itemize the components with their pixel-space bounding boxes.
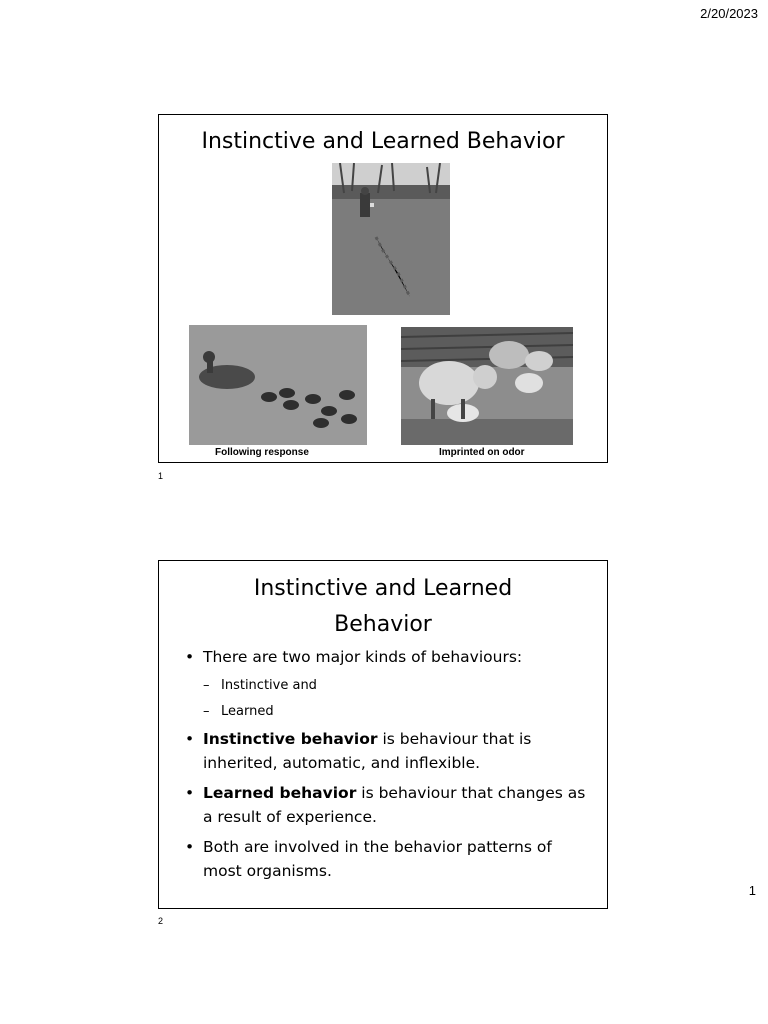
slide-2-title bbox=[159, 571, 607, 643]
page-number: 1 bbox=[748, 883, 756, 898]
print-date: 2/20/2023 bbox=[700, 6, 758, 21]
bullet-dot: • bbox=[185, 648, 195, 666]
bullet-item bbox=[181, 781, 589, 829]
bullet-text: Both are involved in the behavior patterns of most organisms. bbox=[203, 838, 552, 880]
sub-bullet-dash: – bbox=[203, 678, 210, 693]
bullet-item bbox=[181, 835, 589, 883]
photo-duck-and-ducklings bbox=[189, 325, 367, 445]
slide-1-number: 1 bbox=[158, 471, 164, 481]
bullet-text: is behaviour that is inherited, automatic, and inflexible. bbox=[203, 730, 532, 772]
bullet-dot: • bbox=[185, 730, 195, 748]
caption-imprinted-on-odor: Imprinted on odor bbox=[439, 447, 525, 458]
slide-2 bbox=[158, 560, 608, 909]
bullet-item bbox=[181, 727, 589, 775]
slide-2-title-line-2: Behavior bbox=[334, 612, 432, 637]
bullet-dot: • bbox=[185, 784, 195, 802]
sub-bullet-dash: – bbox=[203, 704, 210, 719]
photo-person-in-field bbox=[332, 163, 450, 315]
bullet-text: There are two major kinds of behaviours: bbox=[203, 648, 523, 666]
slide-1 bbox=[158, 114, 608, 463]
photo-sheep-and-lambs bbox=[401, 327, 573, 445]
bullet-term: Instinctive behavior bbox=[203, 730, 378, 748]
bullet-term: Learned behavior bbox=[203, 784, 357, 802]
sub-bullet-text: Instinctive and bbox=[221, 678, 317, 693]
slide-2-title-line-1: Instinctive and Learned bbox=[253, 576, 513, 601]
sub-bullet-item bbox=[181, 675, 589, 697]
bullet-item bbox=[181, 645, 589, 669]
slide-2-number: 2 bbox=[158, 916, 164, 926]
slide-1-title: Instinctive and Learned Behavior bbox=[201, 129, 565, 154]
sub-bullet-item bbox=[181, 701, 589, 723]
sub-bullet-text: Learned bbox=[221, 704, 274, 719]
bullet-text: is behaviour that changes as a result of experience. bbox=[203, 784, 586, 826]
slide-2-bullet-list bbox=[181, 645, 589, 889]
bullet-dot: • bbox=[185, 838, 195, 856]
caption-following-response: Following response bbox=[215, 447, 309, 458]
